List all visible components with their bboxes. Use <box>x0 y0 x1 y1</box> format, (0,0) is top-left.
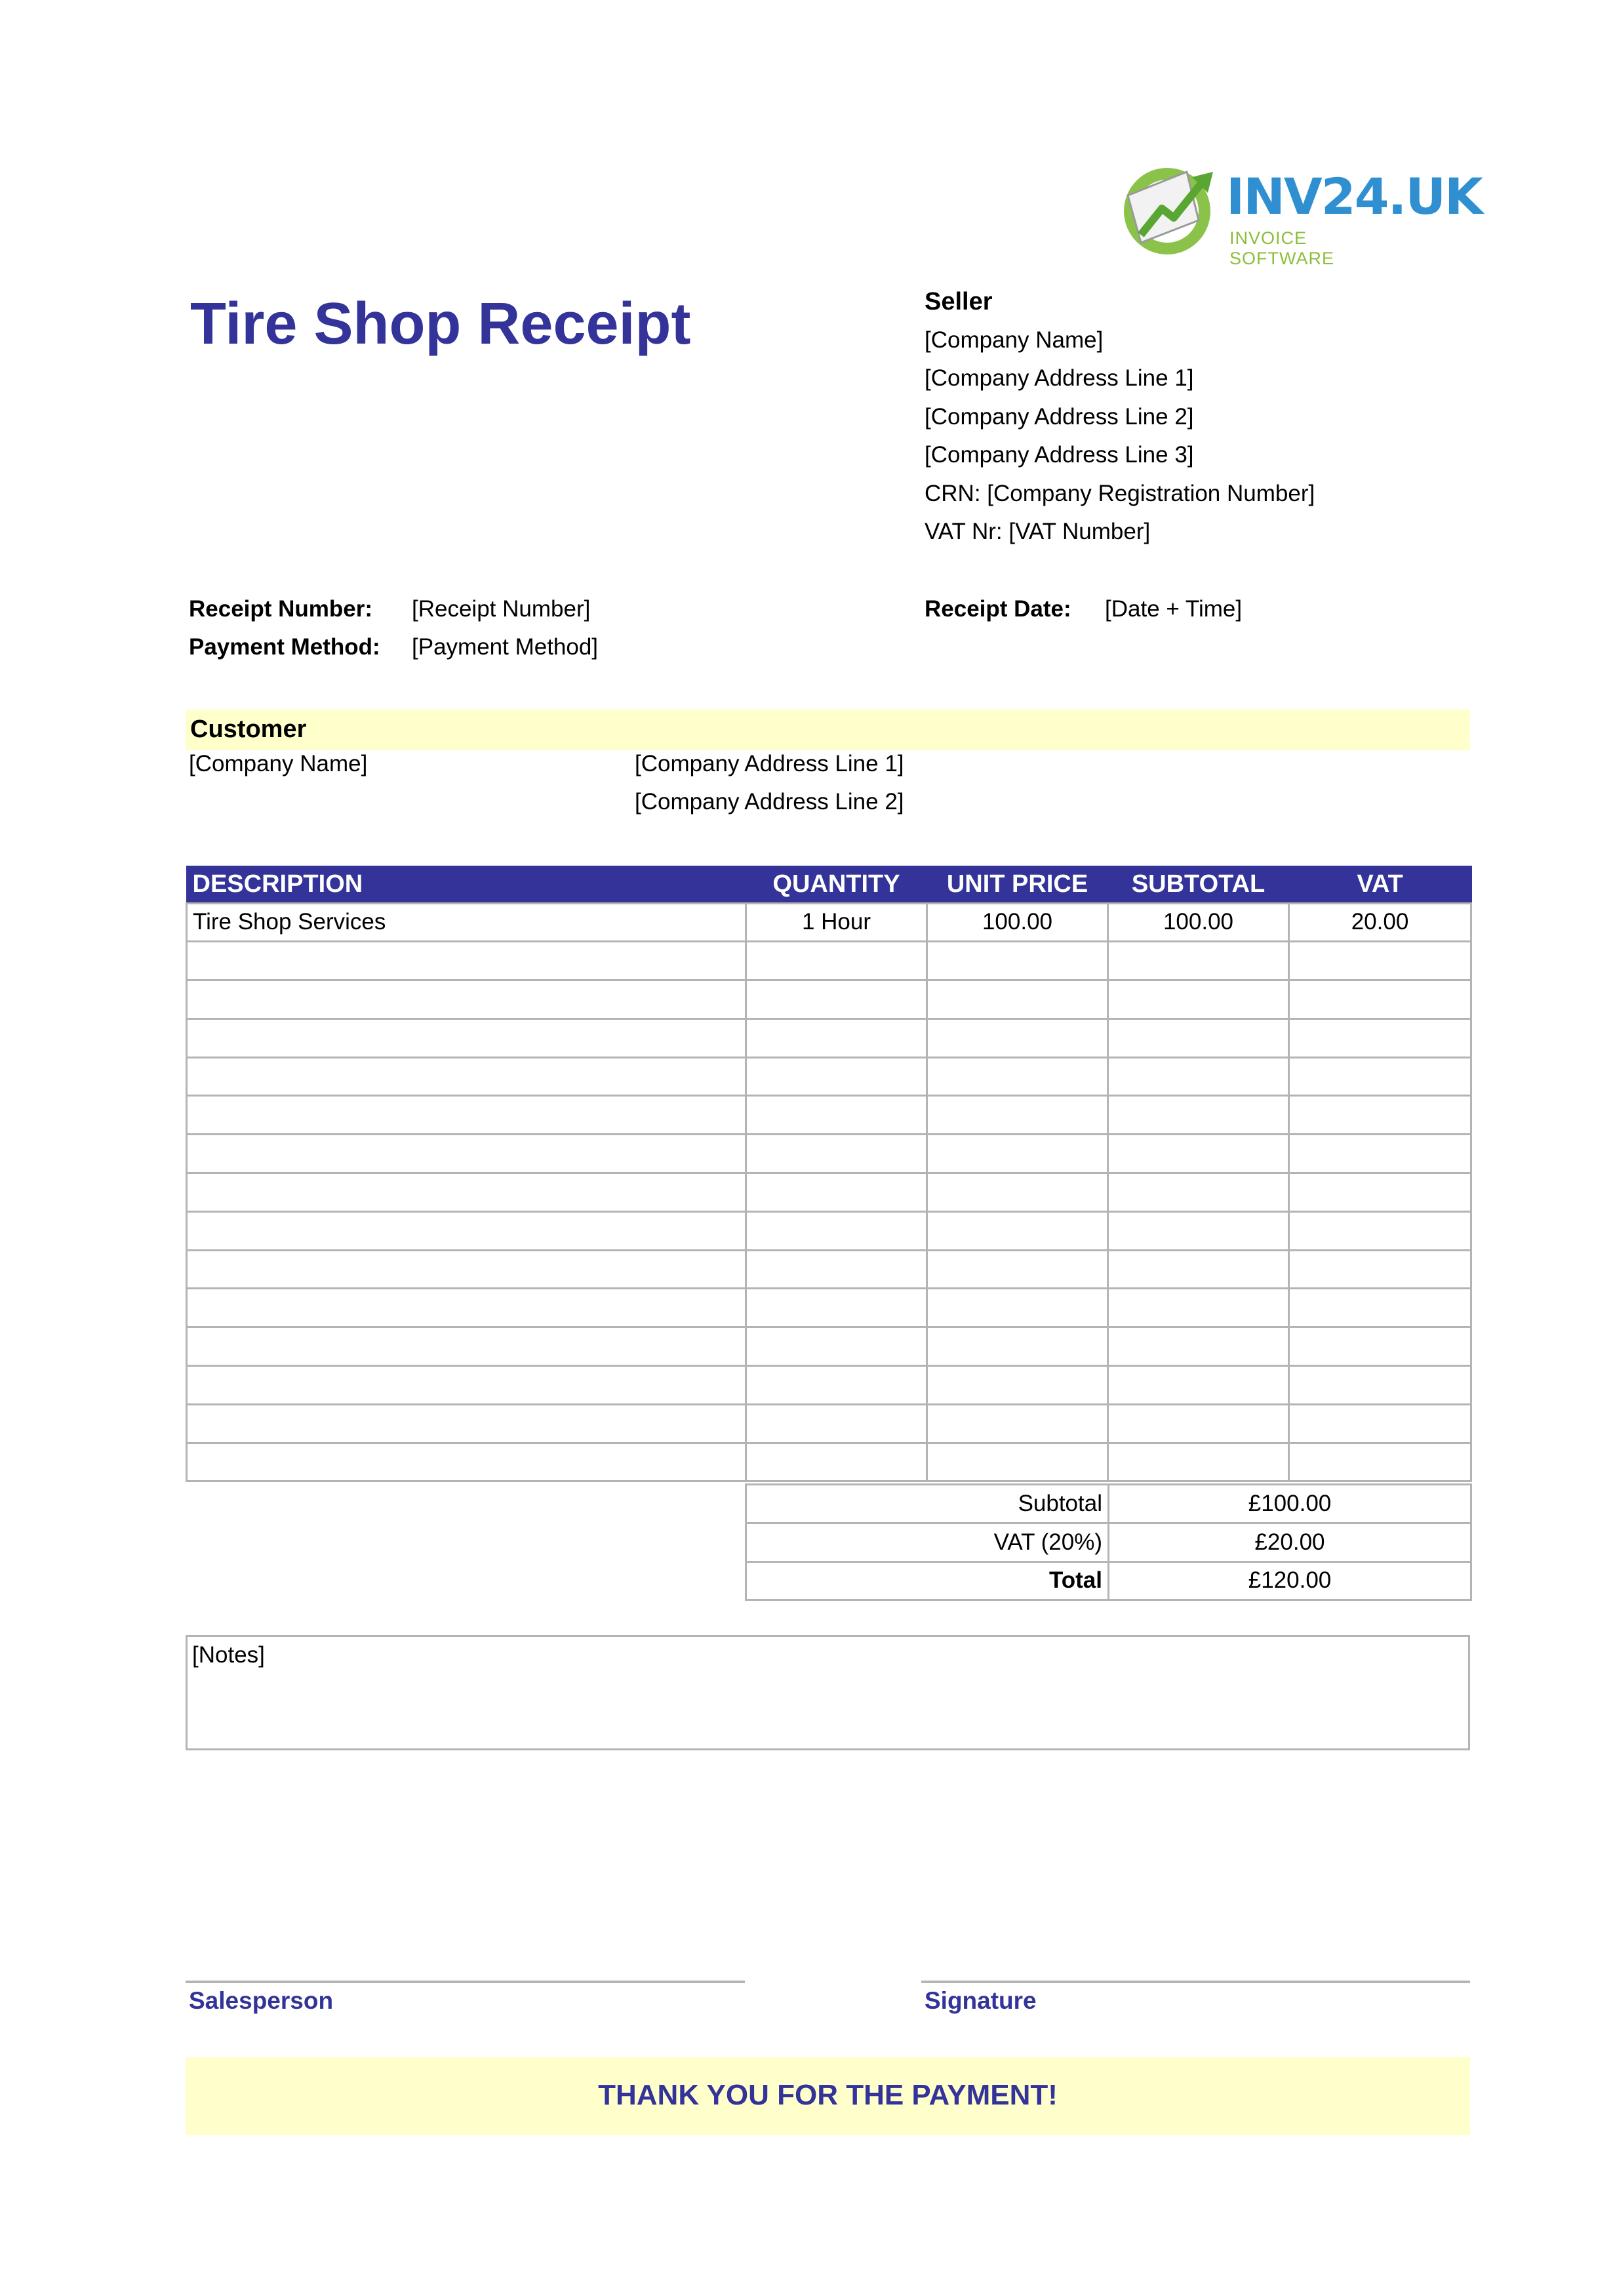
customer-address-line-2: [Company Address Line 2] <box>635 789 904 815</box>
seller-company-name: [Company Name] <box>925 327 1104 353</box>
cell-subtotal <box>1108 1135 1289 1173</box>
total-value: £120.00 <box>1109 1561 1471 1600</box>
cell-quantity <box>746 1250 927 1289</box>
seller-address-line-3: [Company Address Line 3] <box>925 442 1194 468</box>
logo-tagline: INVOICE SOFTWARE <box>1229 228 1334 268</box>
cell-unit-price <box>927 980 1108 1019</box>
receipt-number-label: Receipt Number: <box>189 596 373 622</box>
cell-description <box>187 1135 746 1173</box>
payment-method-value: [Payment Method] <box>412 634 599 660</box>
notes-box <box>186 1635 1470 1750</box>
line-items-table <box>186 866 1472 1482</box>
cell-quantity <box>746 942 927 980</box>
table-row <box>187 1211 1471 1250</box>
cell-description <box>187 1057 746 1096</box>
table-row <box>187 1057 1471 1096</box>
cell-description <box>187 1289 746 1327</box>
table-row <box>187 1173 1471 1212</box>
table-row <box>187 1404 1471 1443</box>
cell-unit-price: 100.00 <box>927 903 1108 942</box>
cell-subtotal <box>1108 1327 1289 1366</box>
column-header-description: DESCRIPTION <box>187 866 746 903</box>
seller-address-line-1: [Company Address Line 1] <box>925 365 1194 391</box>
seller-crn: CRN: [Company Registration Number] <box>925 481 1315 506</box>
company-logo <box>1115 157 1482 268</box>
cell-unit-price <box>927 942 1108 980</box>
cell-description <box>187 1250 746 1289</box>
payment-method-label: Payment Method: <box>189 634 380 660</box>
cell-unit-price <box>927 1135 1108 1173</box>
cell-unit-price <box>927 1443 1108 1481</box>
cell-quantity <box>746 980 927 1019</box>
cell-unit-price <box>927 1404 1108 1443</box>
cell-description <box>187 1173 746 1212</box>
column-header-quantity: QUANTITY <box>746 866 927 903</box>
cell-description <box>187 1404 746 1443</box>
cell-quantity <box>746 1135 927 1173</box>
cell-unit-price <box>927 1173 1108 1212</box>
thank-you-message: THANK YOU FOR THE PAYMENT! <box>598 2079 1058 2111</box>
cell-vat <box>1289 942 1471 980</box>
cell-quantity <box>746 1443 927 1481</box>
cell-subtotal <box>1108 1404 1289 1443</box>
cell-vat <box>1289 980 1471 1019</box>
cell-description <box>187 942 746 980</box>
cell-description <box>187 1443 746 1481</box>
table-row <box>187 1096 1471 1135</box>
cell-subtotal <box>1108 1173 1289 1212</box>
totals-row-vat <box>746 1523 1471 1561</box>
cell-unit-price <box>927 1289 1108 1327</box>
cell-subtotal <box>1108 980 1289 1019</box>
cell-description <box>187 1211 746 1250</box>
cell-subtotal <box>1108 1211 1289 1250</box>
cell-description <box>187 1327 746 1366</box>
cell-vat <box>1289 1211 1471 1250</box>
cell-unit-price <box>927 1250 1108 1289</box>
cell-quantity: 1 Hour <box>746 903 927 942</box>
column-header-vat: VAT <box>1289 866 1471 903</box>
cell-subtotal <box>1108 1366 1289 1405</box>
cell-quantity <box>746 1366 927 1405</box>
cell-vat <box>1289 1443 1471 1481</box>
cell-unit-price <box>927 1057 1108 1096</box>
cell-vat <box>1289 1057 1471 1096</box>
seller-vat-number: VAT Nr: [VAT Number] <box>925 519 1151 544</box>
table-row <box>187 1443 1471 1481</box>
cell-vat <box>1289 1404 1471 1443</box>
subtotal-label: Subtotal <box>746 1485 1109 1523</box>
totals-row-total <box>746 1561 1471 1600</box>
cell-subtotal: 100.00 <box>1108 903 1289 942</box>
table-row <box>187 1250 1471 1289</box>
cell-vat: 20.00 <box>1289 903 1471 942</box>
totals-row-subtotal <box>746 1485 1471 1523</box>
total-label: Total <box>746 1561 1109 1600</box>
cell-vat <box>1289 1250 1471 1289</box>
cell-quantity <box>746 1289 927 1327</box>
cell-description: Tire Shop Services <box>187 903 746 942</box>
cell-quantity <box>746 1211 927 1250</box>
cell-quantity <box>746 1057 927 1096</box>
table-row <box>187 1135 1471 1173</box>
page-title: Tire Shop Receipt <box>190 291 691 357</box>
cell-subtotal <box>1108 1289 1289 1327</box>
cell-subtotal <box>1108 1018 1289 1057</box>
signature-label: Signature <box>925 1987 1037 2014</box>
signature-line <box>921 1981 1470 1983</box>
salesperson-label: Salesperson <box>189 1987 334 2014</box>
seller-heading: Seller <box>925 288 993 315</box>
cell-subtotal <box>1108 1250 1289 1289</box>
customer-heading: Customer <box>190 715 307 743</box>
salesperson-signature-line <box>186 1981 745 1983</box>
cell-quantity <box>746 1096 927 1135</box>
table-row <box>187 942 1471 980</box>
cell-description <box>187 1018 746 1057</box>
table-header-row <box>187 866 1471 903</box>
logo-wordmark: INV24.UK <box>1226 167 1482 226</box>
column-header-subtotal: SUBTOTAL <box>1108 866 1289 903</box>
cell-description <box>187 1096 746 1135</box>
vat-label: VAT (20%) <box>746 1523 1109 1561</box>
subtotal-value: £100.00 <box>1109 1485 1471 1523</box>
customer-address-line-1: [Company Address Line 1] <box>635 751 904 776</box>
cell-subtotal <box>1108 1443 1289 1481</box>
cell-quantity <box>746 1173 927 1212</box>
cell-vat <box>1289 1327 1471 1366</box>
cell-quantity <box>746 1018 927 1057</box>
customer-section-band <box>186 710 1470 750</box>
cell-unit-price <box>927 1018 1108 1057</box>
receipt-date-value: [Date + Time] <box>1105 596 1243 622</box>
cell-unit-price <box>927 1211 1108 1250</box>
cell-quantity <box>746 1327 927 1366</box>
cell-unit-price <box>927 1096 1108 1135</box>
thank-you-band <box>186 2057 1470 2135</box>
cell-description <box>187 980 746 1019</box>
cell-quantity <box>746 1404 927 1443</box>
cell-vat <box>1289 1096 1471 1135</box>
table-row <box>187 1327 1471 1366</box>
notes-text: [Notes] <box>192 1642 265 1668</box>
receipt-date-label: Receipt Date: <box>925 596 1071 622</box>
table-row <box>187 1366 1471 1405</box>
table-row <box>187 1018 1471 1057</box>
cell-vat <box>1289 1135 1471 1173</box>
cell-subtotal <box>1108 1057 1289 1096</box>
table-row <box>187 903 1471 942</box>
table-row <box>187 1289 1471 1327</box>
rising-arrow-logo-icon <box>1115 157 1223 262</box>
cell-vat <box>1289 1366 1471 1405</box>
receipt-number-value: [Receipt Number] <box>412 596 591 622</box>
column-header-unit-price: UNIT PRICE <box>927 866 1108 903</box>
cell-vat <box>1289 1289 1471 1327</box>
cell-vat <box>1289 1018 1471 1057</box>
cell-subtotal <box>1108 942 1289 980</box>
customer-company-name: [Company Name] <box>189 751 368 776</box>
cell-subtotal <box>1108 1096 1289 1135</box>
cell-unit-price <box>927 1366 1108 1405</box>
seller-address-line-2: [Company Address Line 2] <box>925 404 1194 430</box>
totals-table <box>745 1483 1472 1601</box>
vat-value: £20.00 <box>1109 1523 1471 1561</box>
cell-unit-price <box>927 1327 1108 1366</box>
cell-vat <box>1289 1173 1471 1212</box>
table-row <box>187 980 1471 1019</box>
cell-description <box>187 1366 746 1405</box>
